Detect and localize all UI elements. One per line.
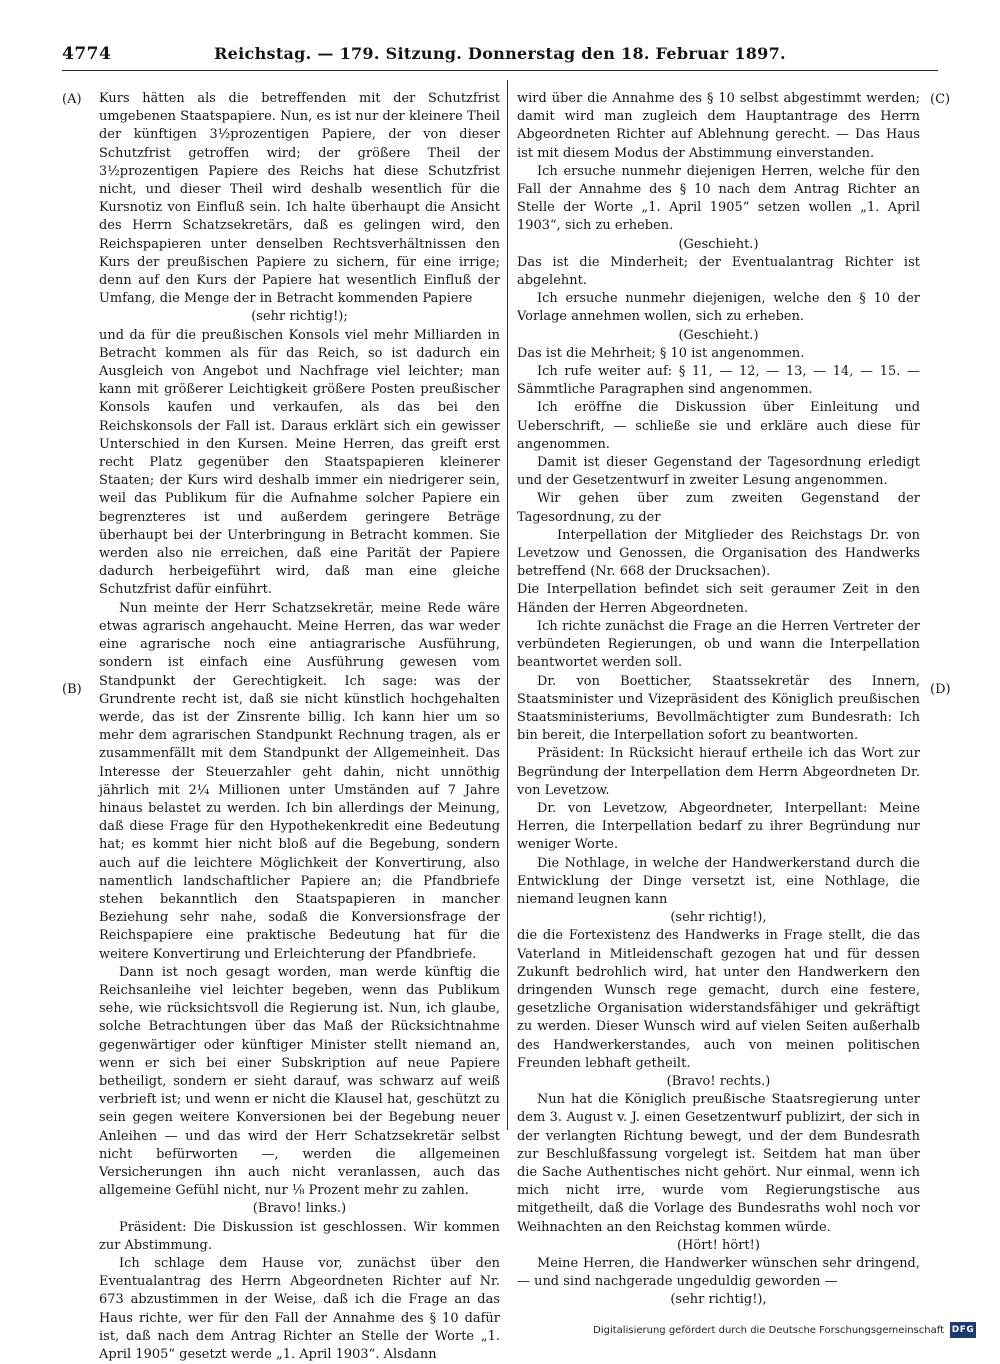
paragraph: Präsident: Die Diskussion ist geschlossen. Wir kommen zur Abstimmung. (99, 1219, 500, 1253)
speaker-paragraph: Präsident: In Rücksicht hierauf ertheile ich das Wort zur Begründung der Interpellation dem Herrn Abgeordneten Dr. von Levetzow. (517, 746, 920, 798)
paragraph: Dann ist noch gesagt worden, man werde künftig die Reichsanleihe viel leichter begeben, wenn das Publikum sehe, wie rücksichtsvoll die Regierung ist. Nun, ich glaube, solche Betrachtungen über das Maß der Rücksichtnahme gegenwärtiger oder künftiger Minister stellt niemand an, wenn er sich bei einer Subskription auf neue Papiere betheiligt, sondern er sieht darauf, was schwarz auf weiß verbrieft ist; und wenn er nicht die Klausel hat, geschützt zu sein gegen weitere Konversionen bei der Begebung neuer Anleihen — und das wird der Herr Schatzsekretär selbst nicht befürworten —, werden die allgemeinen Versicherungen ihn auch nicht veranlassen, auch das allgemeine Gefühl nicht, nur ⅛ Prozent mehr zu zahlen. (99, 964, 500, 1199)
paragraph: Damit ist dieser Gegenstand der Tagesordnung erledigt und der Gesetzentwurf in zweiter Lesung angenommen. (517, 455, 920, 489)
paragraph: Nun meinte der Herr Schatzsekretär, meine Rede wäre etwas agrarisch angehaucht. Meine Herren, das war weder eine agrarische noch eine antiagrarische Ausführung, sondern ist einfach eine Ausführung gewesen vom Standpunkt der Gerechtigkeit. Ich sage: was der Grundrente recht ist, daß sie nicht künstlich hochgehalten werde, das ist der Zinsrente billig. Ich kann hier um so mehr dem agrarischen Standpunkt Rechnung tragen, als er zusammenfällt mit dem Standpunkt der Allgemeinheit. Das Interesse der Steuerzahler geht dahin, nicht unnöthig jährlich mit 2¼ Millionen unter Umständen auf 7 Jahre hinaus belastet zu werden. Ich bin allerdings der Meinung, daß diese Frage für den Hypothekenkredit eine Bedeutung hat; es kommt hier nicht bloß auf die Begebung, sondern auch auf die leichtere Möglichkeit der Konvertirung, also namentlich landschaftlicher Papiere an; die Pfandbriefe stehen bekanntlich den Staatspapieren in mancher Beziehung sehr nahe, sodaß die Konversionsfrage der Reichspapiere eine praktische Bedeutung hat für die weitere Konvertirung und Erleichterung der Pfandbriefe. (99, 600, 500, 962)
footer-credit: Digitalisierung gefördert durch die Deutsche Forschungsgemeinschaft (593, 1324, 944, 1336)
page-header (62, 44, 938, 70)
margin-marker-a: (A) (62, 92, 82, 107)
paragraph: Ich ersuche nunmehr diejenigen, welche den § 10 der Vorlage annehmen wollen, sich zu erheben. (517, 291, 920, 325)
running-title: Reichstag. — 179. Sitzung. Donnerstag den 18. Februar 1897. (214, 44, 786, 63)
paragraph: und da für die preußischen Konsols viel mehr Milliarden in Betracht kommen als für das Reich, so ist dadurch ein Ausgleich von Angebot und Nachfrage viel leichter; man kann mit größerer Leichtigkeit größere Posten preußischer Konsols kaufen und verkaufen, als das bei den Reichskonsols der Fall ist. Daraus erklärt sich ein gewisser Unterschied in den Kursen. Meine Herren, das greift erst recht Platz gegenüber den Staatspapieren kleinerer Staaten; der Kurs wird deshalb immer ein niedrigerer sein, weil das Publikum für die Aufnahme solcher Papiere ein begrenzteres ist und außerdem geringere Beträge überhaupt bei der Unterbringung in Betracht kommen. Sie werden also nie erreichen, daß eine Parität der Papiere dadurch herbeigeführt wird, daß man eine gleiche Schutzfrist dafür einführt. (99, 327, 500, 598)
interjection: (Bravo! links.) (252, 1201, 347, 1217)
paragraph: Die Nothlage, in welche der Handwerkerstand durch die Entwicklung der Dinge versetzt ist, eine Nothlage, die niemand leugnen kann (517, 855, 920, 907)
paragraph: Die Interpellation befindet sich seit geraumer Zeit in den Händen der Herren Abgeordneten. (517, 582, 920, 616)
interjection: (Bravo! rechts.) (666, 1073, 771, 1089)
agenda-item: Interpellation der Mitglieder des Reichstags Dr. von Levetzow und Genossen, die Organisation des Handwerks betreffend (Nr. 668 der Drucksachen). (517, 527, 920, 580)
page-number: 4774 (62, 44, 112, 64)
dfg-logo-icon: DFG (950, 1322, 976, 1338)
paragraph: die die Fortexistenz des Handwerks in Frage stellt, die das Vaterland in Mitleidenschaft gezogen hat und für dessen Zukunft bedrohlich wird, hat unter den Handwerkern den dringenden Wunsch rege gemacht, durch eine festere, gesetzliche Organisation widerstandsfähiger und gekräftigt zu werden. Dieser Wunsch wird auf vielen Seiten außerhalb des Handwerkerstandes, auch von meinen politischen Freunden lebhaft getheilt. (517, 928, 920, 1071)
interjection: (Geschieht.) (678, 236, 759, 252)
interjection: (Hört! hört!) (677, 1237, 760, 1253)
interjection: (sehr richtig!), (670, 910, 767, 926)
paragraph: Kurs hätten als die betreffenden mit der Schutzfrist umgebenen Staatspapiere. Nun, es ist nur der kleinere Theil der künftigen 3½prozentigen Papiere, der von dieser Schutzfrist getroffen wird; der größere Theil der 3½prozentigen Papiere des Reichs hat diese Schutzfrist nicht, und dieser Theil wird deshalb wesentlich für die Kursnotiz von Einfluß sein. Ich halte überhaupt die Ansicht des Herrn Schatzsekretärs, daß es gelingen wird, den Reichspapieren unter denselben Rechtsverhältnissen den Kurs der preußischen Papiere zu sichern, für eine irrige; denn auf den Kurs der Papiere hat wesentlich Einfluß der Umfang, die Menge der in Betracht kommenden Papiere (99, 91, 500, 307)
paragraph: Ich richte zunächst die Frage an die Herren Vertreter der verbündeten Regierungen, ob und wann die Interpellation beantwortet werden soll. (517, 618, 920, 671)
right-column (517, 90, 920, 1308)
column-divider (507, 80, 508, 1130)
interjection: (sehr richtig!); (251, 309, 348, 325)
paragraph: Ich schlage dem Hause vor, zunächst über den Eventualantrag des Herrn Abgeordneten Richter auf Nr. 673 abzustimmen in der Weise, daß ich die Frage an das Haus richte, wer für den Fall der Annahme des § 10 dafür ist, daß nach dem Antrag Richter an Stelle der Worte „1. April 1905“ gesetzt werde „1. April 1903“. Alsdann (99, 1256, 500, 1363)
interjection: (sehr richtig!), (670, 1292, 767, 1308)
speaker-paragraph: Dr. von Boetticher, Staatssekretär des Innern, Staatsminister und Vizepräsident des Königlich preußischen Staatsministeriums, Bevollmächtigter zum Bundesrath: Ich bin bereit, die Interpellation sofort zu beantworten. (517, 673, 920, 744)
paragraph: Ich eröffne die Diskussion über Einleitung und Ueberschrift, — schließe sie und erkläre auch diese für angenommen. (517, 400, 920, 452)
paragraph: Das ist die Minderheit; der Eventualantrag Richter ist abgelehnt. (517, 254, 920, 289)
speaker-paragraph: Dr. von Levetzow, Abgeordneter, Interpellant: Meine Herren, die Interpellation bedarf zu ihrer Begründung nur weniger Worte. (517, 800, 920, 853)
interjection: (Geschieht.) (678, 327, 759, 343)
paragraph: Ich ersuche nunmehr diejenigen Herren, welche für den Fall der Annahme des § 10 nach dem Antrag Richter an Stelle der Worte „1. April 1905“ setzen wollen „1. April 1903“, sich zu erheben. (517, 163, 920, 234)
paragraph: Nun hat die Königlich preußische Staatsregierung unter dem 3. August v. J. einen Gesetzentwurf publizirt, der sich in der verlangten Richtung bewegt, und der dem Bundesrath zur Beschlußfassung vorgelegt ist. Seitdem hat man über die Sache Authentisches nicht gehört. Nur einmal, wenn ich mich nicht irre, wurde vom Regierungstische aus mitgetheilt, daß die Vorlage des Bundesraths wohl noch vor Weihnachten an den Reichstag kommen würde. (517, 1092, 920, 1235)
paragraph: Das ist die Mehrheit; § 10 ist angenommen. (517, 345, 805, 361)
margin-marker-d: (D) (930, 682, 951, 697)
header-rule (62, 70, 938, 71)
paragraph: Wir gehen über zum zweiten Gegenstand der Tagesordnung, zu der (517, 491, 920, 525)
margin-marker-c: (C) (930, 92, 951, 107)
left-column (99, 90, 500, 1363)
paragraph: Ich rufe weiter auf: § 11, — 12, — 13, — 14, — 15. — Sämmtliche Paragraphen sind angenommen. (517, 364, 920, 398)
footer (593, 1319, 976, 1341)
margin-marker-b: (B) (62, 682, 82, 697)
paragraph: Meine Herren, die Handwerker wünschen sehr dringend, — und sind nachgerade ungeduldig geworden — (517, 1256, 920, 1290)
paragraph: wird über die Annahme des § 10 selbst abgestimmt werden; damit wird man zugleich dem Hauptantrage des Herrn Abgeordneten Richter auf Ablehnung gerecht. — Das Haus ist mit diesem Modus der Abstimmung einverstanden. (517, 91, 920, 161)
